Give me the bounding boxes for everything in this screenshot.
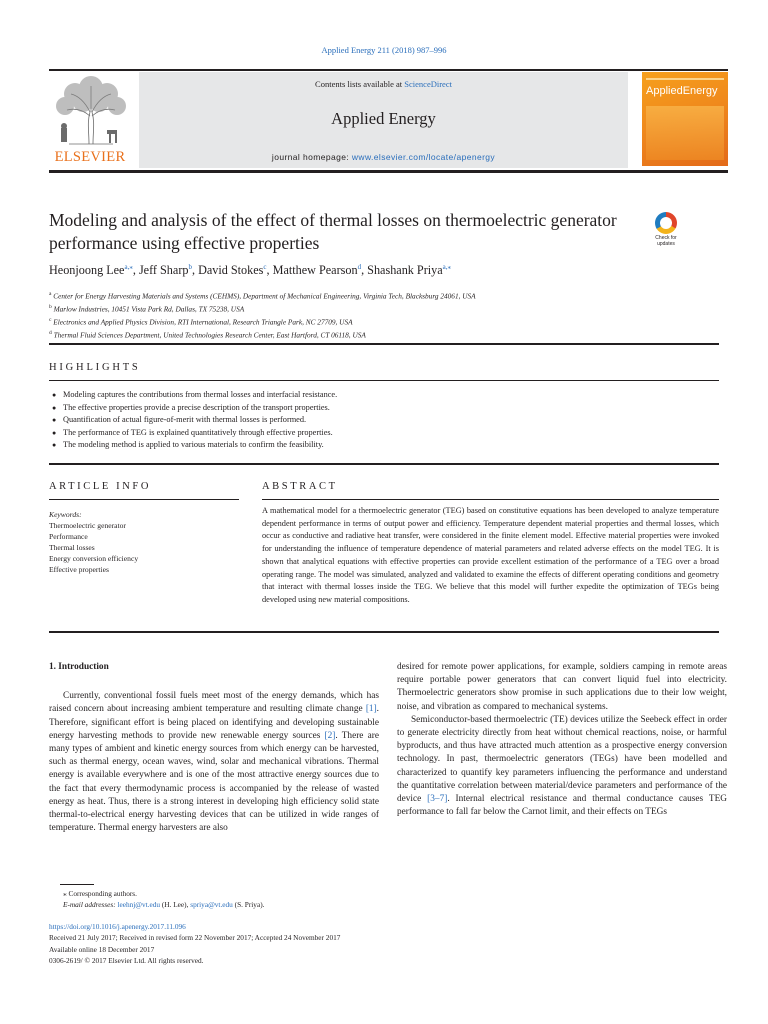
affiliation-text: Thermal Fluid Sciences Department, United Technologies Research Center, East Hartford, CT 06118, USA	[53, 330, 366, 340]
highlight-item: ● The effective properties provide a precise description of the transport properties.	[52, 402, 712, 415]
abstract-bottom-rule	[49, 631, 719, 633]
journal-reference[interactable]: Applied Energy 211 (2018) 987–996	[321, 45, 447, 55]
keyword-item: Energy conversion efficiency	[49, 553, 139, 563]
footnote-rule	[60, 884, 94, 885]
cover-bar	[646, 78, 724, 80]
check-for-updates-badge[interactable]	[646, 212, 686, 252]
affiliation-line	[49, 302, 689, 315]
email-owner: (H. Lee),	[160, 900, 191, 910]
affiliation-line	[49, 289, 689, 302]
paragraph-text: desired for remote power applications, for example, soldiers camping in remote areas require portable power generators that can convert liquid fuel into electricity. Thermoelectric generators show promise in such applications due to their low weight, noise, and vibration as compared to mechanical systems.	[397, 662, 727, 712]
homepage-prefix: journal homepage:	[271, 152, 352, 162]
elsevier-logo	[49, 72, 131, 164]
affiliation-line	[49, 315, 689, 328]
paragraph-text: Semiconductor-based thermoelectric (TE) devices utilize the Seebeck effect in order to generate electricity directly from heat without chemical reactions, noise, or harmful byproducts, and thus have attracted much attention as a prospective energy conversion technology. In past, thermoelectric generators (TEGs) have been modelled and characterized to quantify key parameters influencing the performance and understand the quantitative correlation between material/device parameters and performance of the device	[397, 714, 727, 805]
cover-title: AppliedEnergy	[646, 85, 718, 97]
affiliation-mark: a	[49, 291, 52, 297]
highlights-sub-rule	[49, 380, 719, 381]
keyword-item: Effective properties	[49, 564, 109, 574]
affiliation-mark: b	[49, 304, 52, 311]
elsevier-wordmark: ELSEVIER	[54, 149, 126, 165]
email-link[interactable]: leehnj@vt.edu	[117, 900, 161, 910]
highlight-item: ● Quantification of actual figure-of-merit with thermal losses is performed.	[52, 414, 712, 427]
author-name[interactable]: Heonjoong Lee	[49, 263, 125, 278]
paragraph-text: . There are many types of ambient and kinetic energy sources from which energy can be harvested, such as thermal energy, ocean waves, wind, solar and mechanical vibrations. Thermal energy is available everywhere and is one of the most attractive energy sources due to the fact that every thermodynamic process is accompanied by the release of wasted energy as heat. Thus, there is a strong interest in developing high efficiency solid state thermal-to-electrical energy harvesting devices that can be utilized in wide ranges of temperature. Thermal energy harvesters are also	[49, 730, 379, 834]
author-affiliation-mark[interactable]: d	[357, 263, 362, 271]
keywords-label: Keywords:	[49, 510, 82, 519]
check-updates-line2: updates	[657, 241, 675, 247]
homepage-line	[139, 152, 628, 162]
copyright: 0306-2619/ © 2017 Elsevier Ltd. All rights reserved.	[49, 955, 204, 965]
doi-link[interactable]: https://doi.org/10.1016/j.apenergy.2017.11.096	[49, 922, 186, 931]
author-affiliation-mark[interactable]: c	[263, 263, 267, 271]
article-info-rule	[49, 499, 239, 500]
affiliation-mark: c	[49, 317, 52, 324]
article-title: Modeling and analysis of the effect of thermal losses on thermoelectric generator performance using effective properties	[49, 210, 617, 253]
author-affiliation-mark[interactable]: a,⁎	[124, 263, 133, 271]
paragraph-text: Currently, conventional fossil fuels meet most of the energy demands, which has raised concern about increasing ambient temperature and resulting climate change	[49, 691, 379, 715]
affiliation-text: Marlow Industries, 10451 Vista Park Rd, Dallas, TX 75238, USA	[53, 304, 245, 314]
highlights-bottom-rule	[49, 463, 719, 465]
cover-panel	[646, 106, 724, 160]
body-column-right	[397, 661, 727, 819]
header-top-rule	[49, 69, 728, 71]
journal-cover-image[interactable]	[642, 72, 728, 166]
section-heading-introduction: 1. Introduction	[49, 662, 109, 672]
citation-link[interactable]: [1]	[365, 704, 377, 715]
body-paragraph	[49, 690, 379, 835]
affiliation-line	[49, 328, 689, 341]
author-name[interactable]: Jeff Sharp	[138, 263, 189, 278]
email-label: E-mail addresses:	[63, 900, 116, 910]
contents-prefix: Contents lists available at	[315, 79, 405, 89]
author-affiliation-mark[interactable]: a,⁎	[442, 263, 452, 271]
affiliation-text: Center for Energy Harvesting Materials and Systems (CEHMS), Department of Mechanical Engineering, Virginia Tech, Blacksburg 24061, USA	[53, 291, 476, 301]
publication-info	[49, 921, 489, 966]
keyword-item: Thermoelectric generator	[49, 520, 126, 530]
received-dates: Received 21 July 2017; Received in revised form 22 November 2017; Accepted 24 November 2017	[49, 933, 341, 943]
body-paragraph	[397, 714, 727, 820]
header-bottom-rule	[49, 170, 728, 173]
crossmark-inner	[660, 217, 672, 229]
check-updates-text	[646, 235, 686, 247]
highlight-item: ● Modeling captures the contributions from thermal losses and interfacial resistance.	[52, 389, 712, 402]
article-info-heading: ARTICLE INFO	[49, 481, 152, 492]
citation-link[interactable]: [3–7]	[427, 794, 448, 805]
journal-title: Applied Energy	[331, 109, 436, 128]
email-addresses	[49, 899, 389, 910]
affiliation-text: Electronics and Applied Physics Division, RTI International, Research Triangle Park, NC 27709, USA	[53, 317, 353, 327]
available-online: Available online 18 December 2017	[49, 944, 155, 954]
author-list: Heonjoong Lee$^{a,⁎}$, Jeff Sharp$^b$, David Stokes$^c$, Matthew Pearson$^d$, Shashank Priya$^{a,⁎}$	[49, 263, 452, 278]
body-paragraph	[397, 661, 727, 714]
sciencedirect-link[interactable]: ScienceDirect	[404, 79, 452, 89]
journal-header-box	[139, 72, 628, 168]
keyword-item: Performance	[49, 531, 88, 541]
citation-link[interactable]: [2]	[324, 730, 336, 741]
elsevier-tree-icon	[49, 72, 131, 148]
highlights-list	[52, 389, 712, 452]
body-column-left	[49, 661, 379, 835]
author-name[interactable]: Matthew Pearson	[272, 263, 358, 278]
check-updates-line1: Check for	[655, 235, 677, 241]
author-name[interactable]: Shashank Priya	[367, 263, 443, 278]
paragraph-text: . Internal electrical resistance and thermal conductance causes TEG performance to fall far below the Carnot limit, and their effects on TEGs	[397, 794, 727, 818]
highlight-item: ● The performance of TEG is explained quantitatively through effective properties.	[52, 427, 712, 440]
abstract-rule	[262, 499, 719, 500]
abstract-heading: ABSTRACT	[262, 481, 338, 492]
contents-line	[139, 79, 628, 89]
highlights-top-rule	[49, 343, 719, 345]
footnotes	[49, 888, 389, 911]
homepage-link[interactable]: www.elsevier.com/locate/apenergy	[351, 152, 496, 162]
affiliation-mark: d	[49, 330, 52, 337]
email-owner: (S. Priya).	[232, 900, 265, 910]
highlight-item: ● The modeling method is applied to various materials to confirm the feasibility.	[52, 439, 712, 452]
keywords-block	[49, 510, 239, 575]
author-affiliation-mark[interactable]: b	[188, 263, 192, 271]
corresponding-author-note: ⁎ Corresponding authors.	[63, 889, 137, 898]
affiliations	[49, 289, 689, 341]
email-link[interactable]: spriya@vt.edu	[190, 900, 233, 910]
highlights-heading: HIGHLIGHTS	[49, 362, 141, 373]
author-name[interactable]: David Stokes	[198, 263, 264, 278]
abstract-text: A mathematical model for a thermoelectric generator (TEG) based on constitutive equations has been developed to analyze temperature dependent performance in terms of output power and efficiency. Temperature dependent material properties and thermal losses, which occur as conductive and radiative heat transfer, were considered in the finite element model. Effective material properties were invoked for understanding the influence of temperature dependence of material parameters and related adverse effects on the model TEG. It is shown that analytical equations with effective properties can provide excellent estimation of the performance of a TEG over a broad operating range. The model was simulated, analyzed and validated to examine the effects of different operating conditions and geometry that interact with thermal losses inside the TEG. We believe that this model will further expedite the optimization of TEGs being developed using new material compositions.	[262, 506, 719, 604]
keyword-item: Thermal losses	[49, 542, 95, 552]
paragraph-text: . Therefore, significant effort is being placed on identifying and developing sustainable energy harvesting methods to provide new renewable energy sources	[49, 704, 379, 741]
